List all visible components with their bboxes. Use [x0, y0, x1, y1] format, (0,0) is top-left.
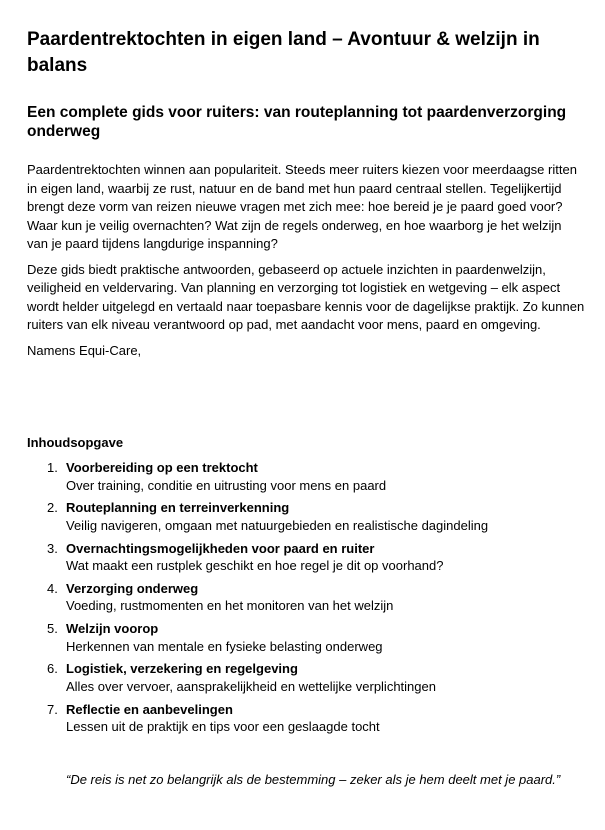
toc-item: [0, 499, 600, 539]
closing-quote: “De reis is net zo belangrijk als de bestemming – zeker als je hem deelt met je paard.”: [66, 772, 561, 787]
toc-item-title: Welzijn voorop: [66, 621, 159, 637]
toc-item-title: Voorbereiding op een trektocht: [66, 460, 258, 475]
signature-line: Namens Equi-Care,: [27, 342, 142, 358]
toc-item-number: 7.: [47, 701, 58, 717]
intro-paragraph: Deze gids biedt praktische antwoorden, gebaseerd op actuele inzichten in paardenwelzijn, veiligheid en veldervaring. Van planning en verzorging tot logistiek en wetgeving – elk aspect wordt helder uitgelegd en vertaald naar toepasbare kennis voor de dagelijkse praktijk. Zo kunnen ruiters van elk niveau verantwoord op pad, met aandacht voor mens, paard en omgeving.: [27, 261, 585, 332]
toc-item-description: Alles over vervoer, aansprakelijkheid en wettelijke verplichtingen: [66, 678, 436, 694]
toc-item: [0, 540, 600, 580]
toc-item-description: Over training, conditie en uitrusting voor mens en paard: [66, 477, 387, 493]
toc-item: [0, 459, 600, 499]
toc-item-description: Voeding, rustmomenten en het monitoren van het welzijn: [66, 598, 394, 614]
toc-item-title: Routeplanning en terreinverkenning: [66, 500, 290, 516]
toc-item-number: 2.: [47, 500, 58, 516]
toc-heading: Inhoudsopgave: [27, 435, 124, 450]
table-of-contents: [0, 459, 600, 741]
toc-item: [0, 620, 600, 660]
introduction: [27, 161, 585, 367]
toc-item-description: Wat maakt een rustplek geschikt en hoe regel je dit op voorhand?: [66, 558, 444, 574]
document-subtitle: Een complete gids voor ruiters: van routeplanning tot paardenverzorging onderweg: [27, 104, 567, 140]
intro-paragraph: Paardentrektochten winnen aan populariteit. Steeds meer ruiters kiezen voor meerdaagse ritten in eigen land, waarbij ze rust, natuur en de band met hun paard centraal stellen. Tegelijkertijd brengt deze vorm van reizen nieuwe vragen met zich mee: hoe bereid je je paard goed voor? Waar kun je veilig overnachten? Wat zijn de regels onderweg, en hoe waarborg je het welzijn van je paard tijdens langdurige inspanning?: [27, 162, 577, 251]
toc-item-description: Herkennen van mentale en fysieke belasting onderweg: [66, 638, 383, 654]
toc-item: [0, 660, 600, 700]
toc-item-title: Overnachtingsmogelijkheden voor paard en ruiter: [66, 540, 375, 556]
toc-item-title: Logistiek, verzekering en regelgeving: [66, 661, 298, 677]
toc-item-description: Veilig navigeren, omgaan met natuurgebieden en realistische dagindeling: [66, 517, 489, 533]
toc-item-title: Reflectie en aanbevelingen: [66, 701, 233, 717]
toc-item: [0, 580, 600, 620]
toc-item-number: 3.: [47, 540, 58, 556]
toc-item-description: Lessen uit de praktijk en tips voor een geslaagde tocht: [66, 719, 380, 735]
toc-item-number: 1.: [47, 460, 58, 475]
toc-item-number: 4.: [47, 580, 58, 596]
document-title: Paardentrektochten in eigen land – Avontuur & welzijn in balans: [27, 29, 540, 76]
toc-item-title: Verzorging onderweg: [66, 580, 199, 596]
toc-item-number: 6.: [47, 661, 58, 677]
toc-item-number: 5.: [47, 621, 58, 637]
toc-item: [0, 701, 600, 741]
